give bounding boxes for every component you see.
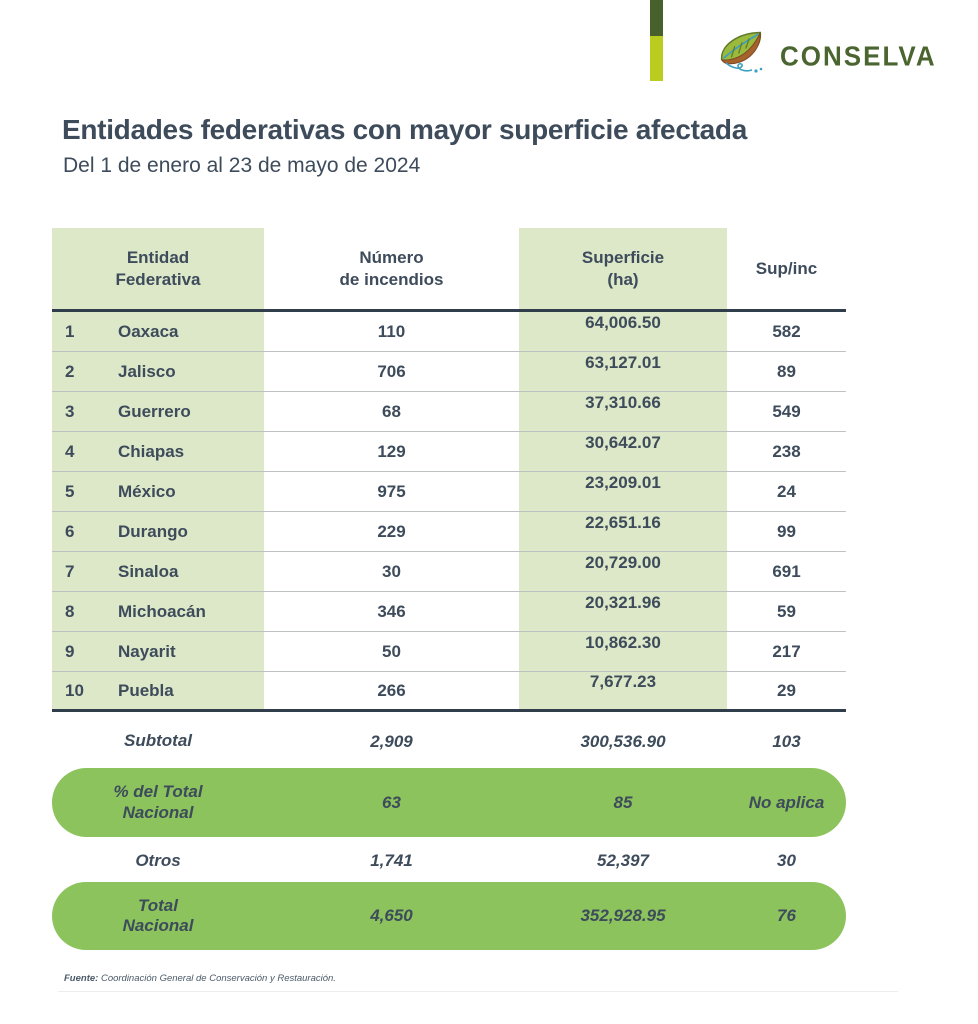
rank: 10 bbox=[65, 680, 84, 700]
superficie-value: 63,127.01 bbox=[585, 352, 661, 372]
pct-total-label-line2: Nacional bbox=[122, 802, 194, 822]
column-header-superficie-line1: Superficie bbox=[581, 248, 665, 268]
pct-total-superficie: 85 bbox=[613, 792, 633, 812]
leaf-icon bbox=[716, 30, 772, 81]
otros-superficie: 52,397 bbox=[597, 851, 649, 870]
subtotal-incendios: 2,909 bbox=[370, 731, 413, 751]
accent-bar-dark bbox=[650, 0, 663, 36]
table-row bbox=[52, 632, 846, 672]
total-nacional-row bbox=[52, 882, 846, 950]
total-nacional-label bbox=[52, 896, 264, 937]
rank: 4 bbox=[65, 441, 75, 461]
rank: 5 bbox=[65, 481, 75, 501]
page-subtitle: Del 1 de enero al 23 de mayo de 2024 bbox=[63, 154, 421, 177]
superficie-value: 30,642.07 bbox=[585, 432, 661, 452]
rank: 7 bbox=[65, 561, 75, 581]
column-header-supinc-line1: Sup/inc bbox=[755, 258, 818, 278]
column-header-incendios-line2: de incendios bbox=[339, 269, 444, 289]
source-note bbox=[64, 973, 336, 984]
column-header-incendios-line1: Número bbox=[359, 248, 424, 268]
entity-cell bbox=[52, 681, 264, 701]
pct-total-label bbox=[52, 782, 264, 823]
entity-cell bbox=[52, 642, 264, 662]
state-name: Durango bbox=[118, 521, 188, 541]
superficie-value: 22,651.16 bbox=[585, 512, 661, 532]
supinc-value: 582 bbox=[772, 321, 801, 341]
table-row bbox=[52, 392, 846, 432]
supinc-value: 59 bbox=[777, 601, 796, 621]
incendios-value: 68 bbox=[382, 401, 401, 421]
supinc-value: 89 bbox=[777, 361, 796, 381]
column-header-entidad-line2: Federativa bbox=[115, 269, 201, 289]
entity-cell bbox=[52, 322, 264, 342]
incendios-value: 30 bbox=[382, 561, 401, 581]
rank: 6 bbox=[65, 521, 75, 541]
superficie-value: 20,321.96 bbox=[585, 592, 661, 612]
superficie-value: 20,729.00 bbox=[585, 552, 661, 572]
brand-name: CONSELVA bbox=[780, 39, 937, 72]
entity-cell bbox=[52, 442, 264, 462]
subtotal-row bbox=[52, 715, 846, 768]
supinc-value: 549 bbox=[772, 401, 801, 421]
incendios-value: 229 bbox=[377, 521, 406, 541]
conselva-logo bbox=[716, 30, 937, 81]
superficie-value: 10,862.30 bbox=[585, 632, 661, 652]
superficie-value: 7,677.23 bbox=[589, 671, 657, 691]
incendios-value: 266 bbox=[377, 680, 406, 700]
page-title: Entidades federativas con mayor superficie afectada bbox=[62, 114, 747, 145]
superficie-value: 64,006.50 bbox=[585, 312, 661, 332]
state-name: México bbox=[118, 481, 176, 501]
state-name: Puebla bbox=[118, 680, 174, 700]
subtotal-label: Subtotal bbox=[124, 731, 192, 751]
supinc-value: 238 bbox=[772, 441, 801, 461]
total-nacional-superficie: 352,928.95 bbox=[580, 906, 666, 925]
source-label: Fuente: bbox=[64, 973, 99, 984]
state-name: Guerrero bbox=[118, 401, 191, 421]
pct-total-supinc: No aplica bbox=[748, 792, 825, 812]
entity-cell bbox=[52, 562, 264, 582]
total-nacional-supinc: 76 bbox=[777, 906, 796, 925]
table-row bbox=[52, 552, 846, 592]
source-text: Coordinación General de Conservación y Restauración. bbox=[98, 973, 336, 984]
state-name: Nayarit bbox=[118, 641, 176, 661]
state-name: Chiapas bbox=[118, 441, 185, 461]
pct-total-row bbox=[52, 768, 846, 837]
pct-total-label-line1: % del Total bbox=[113, 782, 203, 802]
entity-cell bbox=[52, 602, 264, 622]
column-header-entidad-line1: Entidad bbox=[126, 248, 190, 268]
column-header-incendios bbox=[264, 247, 519, 290]
otros-row bbox=[52, 840, 846, 882]
table-row bbox=[52, 432, 846, 472]
table-row bbox=[52, 352, 846, 392]
supinc-value: 217 bbox=[772, 641, 801, 661]
superficie-value: 23,209.01 bbox=[585, 472, 661, 492]
state-name: Oaxaca bbox=[118, 321, 179, 341]
page-edge-shadow bbox=[58, 991, 898, 992]
incendios-value: 706 bbox=[377, 361, 406, 381]
entity-cell bbox=[52, 362, 264, 382]
otros-label: Otros bbox=[135, 850, 181, 870]
superficie-value: 37,310.66 bbox=[585, 392, 661, 412]
rank: 9 bbox=[65, 641, 75, 661]
table-row bbox=[52, 592, 846, 632]
entity-cell bbox=[52, 522, 264, 542]
state-name: Jalisco bbox=[118, 361, 176, 381]
state-name: Sinaloa bbox=[118, 561, 179, 581]
rank: 8 bbox=[65, 601, 75, 621]
supinc-value: 99 bbox=[777, 521, 796, 541]
pct-total-incendios: 63 bbox=[382, 792, 401, 812]
incendios-value: 110 bbox=[377, 321, 406, 341]
rank: 3 bbox=[65, 401, 75, 421]
otros-incendios: 1,741 bbox=[370, 851, 413, 870]
table-header-row bbox=[52, 228, 846, 312]
column-header-superficie bbox=[519, 247, 727, 290]
column-header-supinc bbox=[727, 258, 846, 279]
total-nacional-label-line1: Total bbox=[138, 895, 178, 915]
subtotal-supinc: 103 bbox=[772, 731, 801, 751]
accent-bar-lime bbox=[650, 36, 663, 81]
table-row bbox=[52, 512, 846, 552]
supinc-value: 24 bbox=[777, 481, 796, 501]
table-row bbox=[52, 472, 846, 512]
total-nacional-incendios: 4,650 bbox=[370, 906, 413, 925]
total-nacional-label-line2: Nacional bbox=[122, 916, 194, 935]
table-row bbox=[52, 672, 846, 712]
supinc-value: 691 bbox=[772, 561, 801, 581]
incendios-value: 975 bbox=[377, 481, 406, 501]
incendios-value: 50 bbox=[382, 641, 401, 661]
table-row bbox=[52, 312, 846, 352]
subtotal-superficie: 300,536.90 bbox=[580, 731, 666, 751]
rank: 2 bbox=[65, 361, 75, 381]
fires-table bbox=[52, 228, 846, 950]
entity-cell bbox=[52, 402, 264, 422]
rank: 1 bbox=[65, 321, 75, 341]
state-name: Michoacán bbox=[118, 601, 206, 621]
incendios-value: 129 bbox=[377, 441, 406, 461]
entity-cell bbox=[52, 482, 264, 502]
column-header-superficie-line2: (ha) bbox=[607, 269, 639, 289]
supinc-value: 29 bbox=[777, 680, 796, 700]
otros-supinc: 30 bbox=[777, 851, 796, 870]
incendios-value: 346 bbox=[377, 601, 406, 621]
column-header-entidad bbox=[52, 247, 264, 290]
